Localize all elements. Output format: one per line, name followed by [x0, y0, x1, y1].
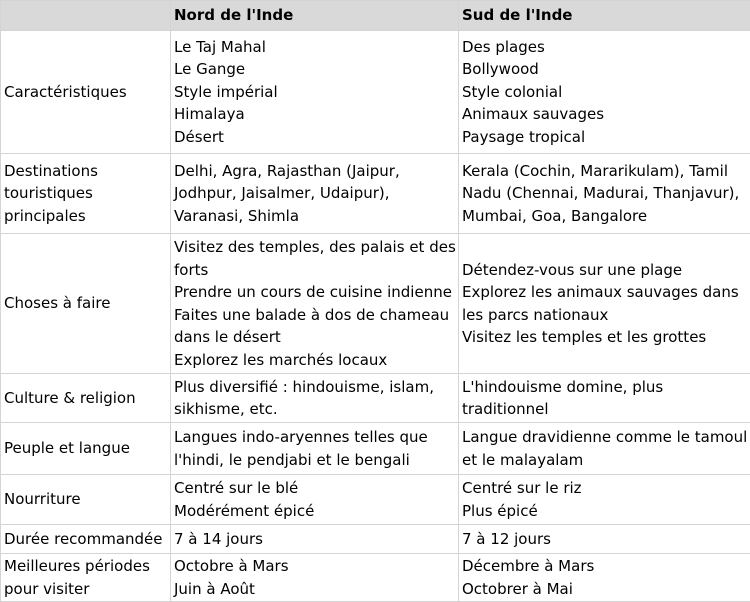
south-line: Langue dravidienne comme le tamoul et le malayalam	[462, 426, 748, 471]
south-cell	[459, 154, 750, 234]
north-line: Delhi, Agra, Rajasthan (Jaipur, Jodhpur, Jaisalmer, Udaipur), Varanasi, Shimla	[174, 160, 456, 228]
north-cell	[171, 31, 459, 154]
north-line: Langues indo-aryennes telles que l'hindi, le pendjabi et le bengali	[174, 426, 456, 471]
table-row	[1, 374, 750, 423]
header-corner-cell	[1, 1, 171, 31]
north-line: Faites une balade à dos de chameau dans le désert	[174, 304, 456, 349]
south-line: L'hindouisme domine, plus traditionnel	[462, 376, 748, 421]
north-line: Centré sur le blé	[174, 477, 456, 500]
north-cell	[171, 234, 459, 374]
north-line: Style impérial	[174, 81, 456, 104]
row-label: Peuple et langue	[1, 423, 171, 475]
row-label: Meilleures périodes pour visiter	[1, 554, 171, 602]
north-line: Juin à Août	[174, 578, 456, 601]
north-cell	[171, 475, 459, 525]
north-line: Désert	[174, 126, 456, 149]
row-label: Caractéristiques	[1, 31, 171, 154]
south-line: Plus épicé	[462, 500, 748, 523]
row-label: Culture & religion	[1, 374, 171, 423]
north-cell	[171, 423, 459, 475]
north-cell	[171, 525, 459, 554]
header-south: Sud de l'Inde	[459, 1, 750, 31]
north-line: Le Taj Mahal	[174, 36, 456, 59]
table-row	[1, 554, 750, 602]
north-line: 7 à 14 jours	[174, 528, 456, 551]
table-row	[1, 525, 750, 554]
south-line: Kerala (Cochin, Mararikulam), Tamil Nadu (Chennai, Madurai, Thanjavur), Mumbai, Goa, Bangalore	[462, 160, 748, 228]
south-cell	[459, 525, 750, 554]
south-line: Animaux sauvages	[462, 103, 748, 126]
row-label: Choses à faire	[1, 234, 171, 374]
south-line: Bollywood	[462, 58, 748, 81]
north-line: Prendre un cours de cuisine indienne	[174, 281, 456, 304]
north-line: Modérément épicé	[174, 500, 456, 523]
table-body	[1, 31, 750, 602]
south-cell	[459, 234, 750, 374]
row-label: Destinations touristiques principales	[1, 154, 171, 234]
table-row	[1, 31, 750, 154]
north-line: Octobre à Mars	[174, 555, 456, 578]
south-line: Visitez les temples et les grottes	[462, 326, 748, 349]
south-cell	[459, 31, 750, 154]
north-line: Plus diversifié : hindouisme, islam, sikhisme, etc.	[174, 376, 456, 421]
south-line: Des plages	[462, 36, 748, 59]
north-cell	[171, 374, 459, 423]
south-line: Octobrer à Mai	[462, 578, 748, 601]
table-row	[1, 423, 750, 475]
north-line: Himalaya	[174, 103, 456, 126]
header-north: Nord de l'Inde	[171, 1, 459, 31]
table-row	[1, 154, 750, 234]
row-label: Durée recommandée	[1, 525, 171, 554]
north-line: Explorez les marchés locaux	[174, 349, 456, 372]
south-line: Décembre à Mars	[462, 555, 748, 578]
table-row	[1, 234, 750, 374]
row-label: Nourriture	[1, 475, 171, 525]
south-cell	[459, 423, 750, 475]
header-row	[1, 1, 750, 31]
north-line: Le Gange	[174, 58, 456, 81]
north-line: Visitez des temples, des palais et des forts	[174, 236, 456, 281]
north-cell	[171, 154, 459, 234]
south-line: Style colonial	[462, 81, 748, 104]
table-row	[1, 475, 750, 525]
south-line: Centré sur le riz	[462, 477, 748, 500]
south-cell	[459, 554, 750, 602]
south-line: Détendez-vous sur une plage	[462, 259, 748, 282]
south-cell	[459, 374, 750, 423]
south-line: Paysage tropical	[462, 126, 748, 149]
south-line: Explorez les animaux sauvages dans les parcs nationaux	[462, 281, 748, 326]
north-cell	[171, 554, 459, 602]
south-line: 7 à 12 jours	[462, 528, 748, 551]
south-cell	[459, 475, 750, 525]
